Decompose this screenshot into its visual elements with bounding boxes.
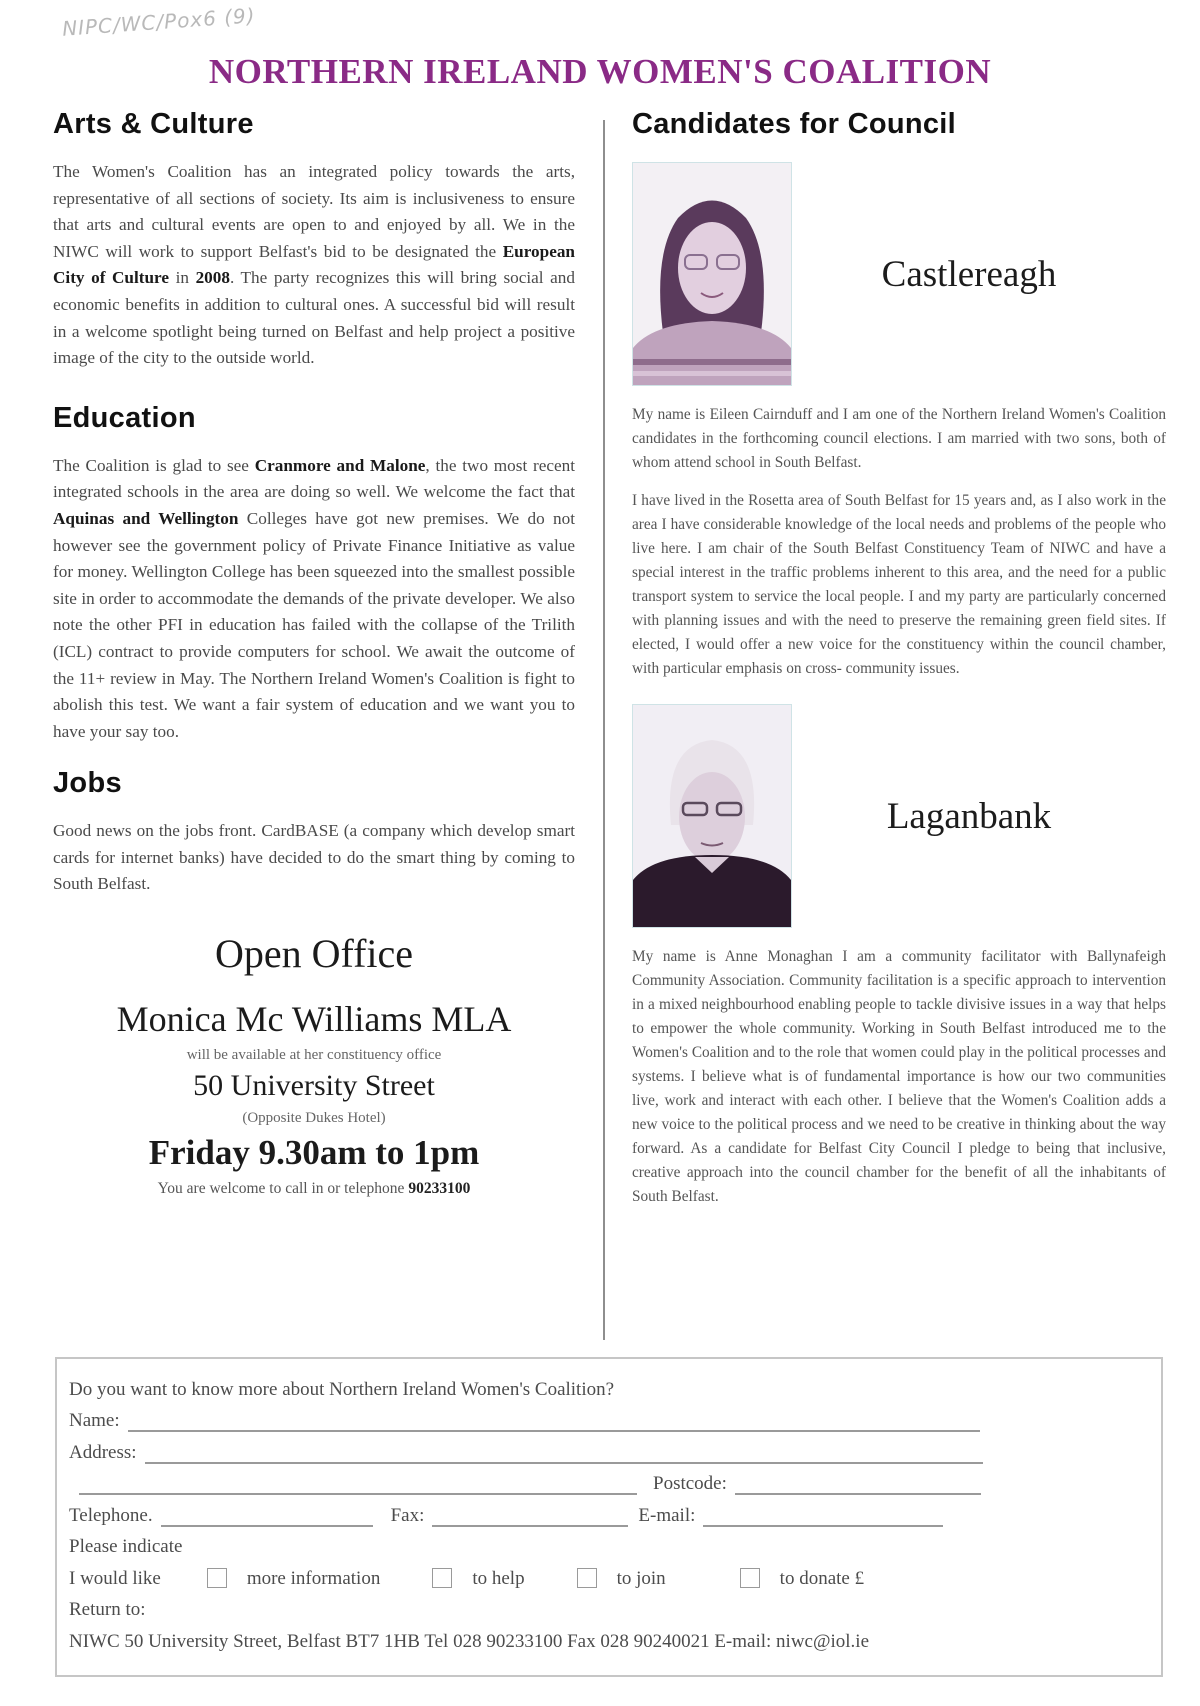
candidate-bio-paragraph: My name is Anne Monaghan I am a community facilitator with Ballynafeigh Community Association. Community facilitation is a specific approach to intervention in a mixed neighbourhood enabling people to tackle divisive issues in a way that helps to empower the whole community. Working in South Belfast introduced me to the Women's Coalition and to the role that women could play in the political processes and systems. I believe what is of fundamental importance is how our two communities live, work and interact with each other. I believe that the Women's Coalition adds a new voice to the political process and we need to be creative in thinking about the way forward. As a candidate for Belfast City Council I pledge to being that inclusive, creative approach into the council chamber for the benefit of all the inhabitants of South Belfast. [632, 948, 1166, 1205]
office-address: 50 University Street [193, 1069, 435, 1103]
candidate-bio-paragraph: My name is Eileen Cairnduff and I am one of the Northern Ireland Women's Coalition candidates in the forthcoming council elections. I am married with two sons, both of whom attend school in South Belfast. [632, 406, 1166, 471]
telephone-field[interactable] [161, 1505, 373, 1527]
option-label: to help [472, 1567, 525, 1589]
option-label: to join [616, 1567, 666, 1589]
address-line-2-field[interactable] [79, 1473, 637, 1495]
bold-run: European City of Culture [53, 241, 575, 288]
option-to-join[interactable] [577, 1568, 666, 1590]
arts-culture-heading: Arts & Culture [53, 108, 254, 140]
left-column [53, 108, 575, 1202]
address-label: Address: [69, 1441, 137, 1463]
membership-reply-form [55, 1357, 1163, 1677]
education-heading: Education [53, 401, 196, 434]
address-postcode-row [69, 1464, 1149, 1496]
text-run: The Coalition is glad to see [53, 455, 255, 475]
arts-culture-section [53, 108, 575, 372]
name-label: Name: [69, 1410, 120, 1431]
call-text [53, 1176, 575, 1202]
options-row [69, 1558, 1149, 1590]
return-to-label: Return to: [69, 1599, 146, 1620]
form-question-text: Do you want to know more about Northern Ireland Women's Coalition? [69, 1378, 615, 1400]
jobs-text: Good news on the jobs front. CardBASE (a company which develop smart cards for internet banks) have decided to do the smart thing by coming to South Belfast. [53, 821, 575, 894]
text-run: You are welcome to call in or telephone [157, 1180, 409, 1198]
option-more-information[interactable] [207, 1568, 381, 1590]
fax-label: Fax: [390, 1504, 425, 1526]
education-text [53, 453, 575, 746]
column-divider [603, 120, 605, 1340]
candidate-bio-paragraph: I have lived in the Rosetta area of South Belfast for 15 years and, as I also work in the area I have considerable knowledge of the local needs and problems of the people who live here. I am chair of the South Belfast Constituency Team of NIWC and have a special interest in the traffic problems inherent to this area, and the need for a public transport system to service the local people. I and my party are particularly concerned with planning issues and with the need to preserve the remaining green field sites. If elected, I would offer a new voice for the constituency within the council chamber, with particular emphasis on cross- community issues. [632, 492, 1166, 677]
checkbox[interactable] [207, 1568, 227, 1588]
handwritten-archive-reference: NIPC/WC/Pox6 (9) [61, 3, 257, 41]
email-label: E-mail: [638, 1504, 696, 1526]
constituency-name: Laganbank [886, 795, 1052, 837]
candidate-portrait-photo-icon [632, 162, 792, 386]
checkbox[interactable] [432, 1568, 452, 1588]
postcode-field[interactable] [735, 1473, 981, 1495]
portrait-woman-light-hair-icon [633, 705, 791, 927]
jobs-heading: Jobs [53, 767, 122, 800]
option-label: to donate £ [779, 1567, 865, 1589]
name-row [69, 1401, 1149, 1433]
telephone-label: Telephone. [69, 1504, 153, 1526]
text-run: in [169, 268, 196, 288]
candidate-portrait-photo-icon [632, 704, 792, 928]
option-to-donate[interactable] [740, 1568, 864, 1590]
office-hours: Friday 9.30am to 1pm [148, 1133, 480, 1173]
candidate-header [632, 159, 1166, 389]
open-office-title: Open Office [214, 931, 414, 977]
postcode-label: Postcode: [653, 1473, 727, 1494]
please-indicate-label: Please indicate [69, 1536, 183, 1557]
please-indicate-row [69, 1527, 1149, 1559]
option-label: more information [246, 1567, 381, 1589]
name-field[interactable] [128, 1410, 980, 1432]
return-address-row [69, 1621, 1149, 1653]
office-landmark: (Opposite Dukes Hotel) [242, 1110, 386, 1127]
candidate-laganbank [632, 701, 1166, 1209]
candidate-header [632, 701, 1166, 931]
form-question [69, 1369, 1149, 1401]
bold-run: 2008 [195, 268, 230, 288]
text-run: , the two most recent integrated schools in the area are doing so well. We welcome the fact that [53, 455, 575, 502]
checkbox[interactable] [740, 1568, 760, 1588]
mla-name: Monica Mc Williams MLA [116, 999, 512, 1040]
would-like-label: I would like [69, 1567, 161, 1589]
text-run: Colleges have got new premises. We do not however see the government policy of Private Finance Initiative as value for money. Wellington College has been squeezed into the smallest possible site in order to accommodate the demands of the private developer. We also note the other PFI in education has failed with the collapse of the Trilith (ICL) contract to provide computers for school. We await the outcome of the 11+ review in May. The Northern Ireland Women's Coalition is fight to abolish this test. We want a fair system of education and we want you to have your say too. [53, 508, 575, 741]
portrait-woman-bob-hair-icon [633, 163, 791, 385]
option-to-help[interactable] [432, 1568, 524, 1590]
bold-run: Aquinas and Wellington [53, 508, 239, 528]
availability-text: will be available at her constituency office [186, 1047, 442, 1064]
education-section [53, 402, 575, 746]
open-office-notice [53, 928, 575, 1202]
return-to-row [69, 1590, 1149, 1622]
arts-culture-text [53, 159, 575, 372]
candidate-castlereagh [632, 159, 1166, 681]
return-address: NIWC 50 University Street, Belfast BT7 1HB Tel 028 90233100 Fax 028 90240021 E-mail: niwc@iol.ie [69, 1630, 870, 1652]
contact-row [69, 1495, 1149, 1527]
address-row [69, 1432, 1149, 1464]
constituency-name: Castlereagh [881, 253, 1057, 295]
text-run: . The party recognizes this will bring social and economic benefits in addition to cultural ones. A successful bid will result in a welcome spotlight being turned on Belfast and help project a positive image of the city to the outside world. [53, 268, 575, 368]
right-column [632, 108, 1166, 1209]
page-title: NORTHERN IRELAND WOMEN'S COALITION [208, 52, 992, 91]
text-run: The Women's Coalition has an integrated policy towards the arts, representative of all sections of society. Its aim is inclusiveness to ensure that arts and cultural events are open to and enjoyed by all. We in the NIWC will work to support Belfast's bid to be designated the [53, 162, 575, 261]
address-field[interactable] [145, 1442, 983, 1464]
jobs-section [53, 767, 575, 898]
office-phone: 90233100 [408, 1180, 471, 1198]
fax-field[interactable] [432, 1505, 628, 1527]
checkbox[interactable] [577, 1568, 597, 1588]
bold-run: Cranmore and Malone [254, 455, 426, 475]
candidates-heading: Candidates for Council [632, 108, 957, 140]
email-field[interactable] [703, 1505, 943, 1527]
